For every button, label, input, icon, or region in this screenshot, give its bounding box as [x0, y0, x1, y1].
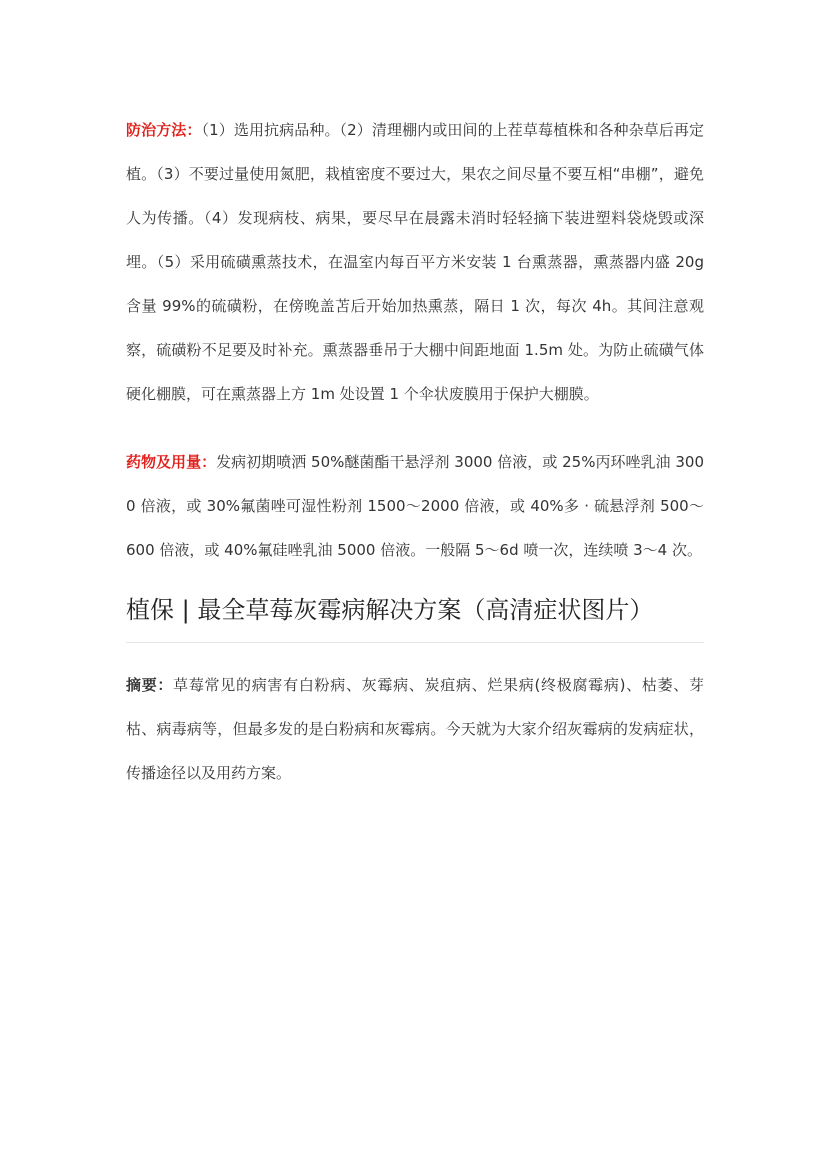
medicine-label: 药物及用量： [126, 453, 217, 471]
summary-label: 摘要： [126, 676, 174, 694]
summary-paragraph [126, 663, 704, 795]
summary-text: 草莓常见的病害有白粉病、灰霉病、炭疽病、烂果病(终极腐霉病)、枯萎、芽枯、病毒病等，但最多发的是白粉病和灰霉病。今天就为大家介绍灰霉病的发病症状，传播途径以及用药方案。 [126, 676, 704, 782]
prevention-text: （1）选用抗病品种。（2）清理棚内或田间的上茬草莓植株和各种杂草后再定植。（3）不要过量使用氮肥，栽植密度不要过大，果农之间尽量不要互相“串棚”，避免人为传播。（4）发现病枝、病果，要尽早在晨露未消时轻轻摘下装进塑料袋烧毁或深埋。（5）采用硫磺熏蒸技术，在温室内每百平方米安装 1 台熏蒸器，熏蒸器内盛 20g 含量 99%的硫磺粉，在傍晚盖苫后开始加热熏蒸，隔日 1 次，每次 4h。其间注意观察，硫磺粉不足要及时补充。熏蒸器垂吊于大棚中间距地面 1.5m 处。为防止硫磺气体硬化棚膜，可在熏蒸器上方 1m 处设置 1 个伞状废膜用于保护大棚膜。 [126, 121, 704, 403]
prevention-label: 防治方法： [126, 121, 202, 139]
medicine-paragraph [126, 440, 704, 572]
document-page [126, 108, 704, 810]
medicine-text: 发病初期喷洒 50%醚菌酯干悬浮剂 3000 倍液，或 25%丙环唑乳油 3000 倍液，或 30%氟菌唑可湿性粉剂 1500～2000 倍液，或 40%多 · 硫悬浮剂 500～600 倍液，或 40%氟硅唑乳油 5000 倍液。一般隔 5～6d 喷一次，连续喷 3～4 次。 [126, 453, 704, 559]
prevention-paragraph [126, 108, 704, 416]
article-title: 植保 | 最全草莓灰霉病解决方案（高清症状图片） [126, 590, 704, 643]
